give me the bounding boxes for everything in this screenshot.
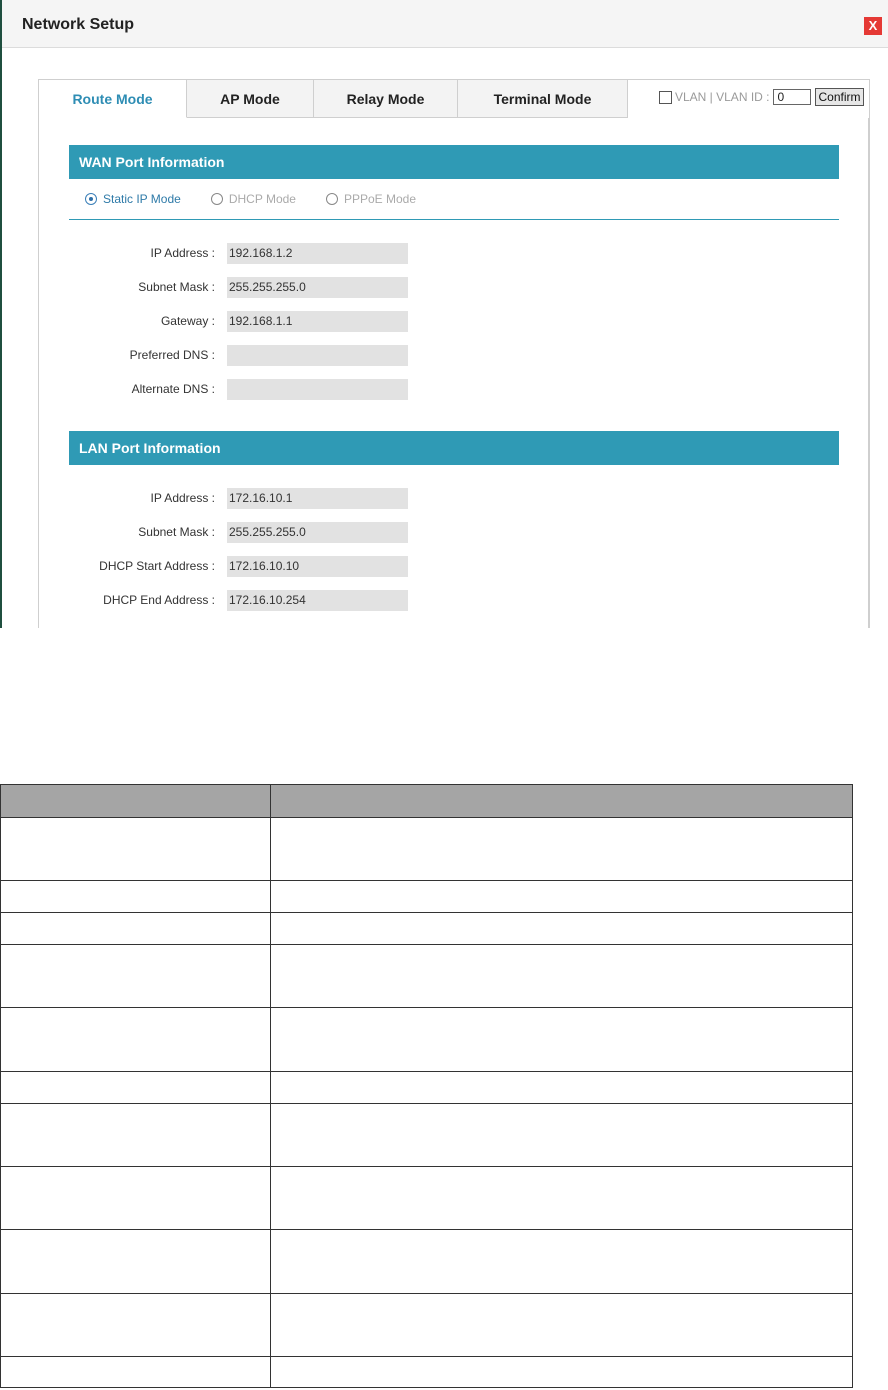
table-cell: [271, 1008, 853, 1072]
table-row: [1, 945, 853, 1008]
table-cell: [271, 1230, 853, 1294]
table-cell: [1, 1008, 271, 1072]
lan-ip-address-input[interactable]: [227, 488, 408, 509]
table-cell: [1, 1167, 271, 1230]
table-cell: [1, 1104, 271, 1167]
table-row: [1, 1294, 853, 1357]
table-cell: [271, 881, 853, 913]
field-label: IP Address :: [150, 246, 215, 260]
radio-label: Static IP Mode: [103, 192, 181, 206]
table-cell: [1, 818, 271, 881]
table-cell: [271, 1294, 853, 1357]
table-cell: [1, 1230, 271, 1294]
radio-label: DHCP Mode: [228, 192, 296, 206]
dialog-titlebar: [2, 0, 888, 48]
dhcp-mode-radio[interactable]: [211, 192, 296, 206]
table-header-cell: [271, 785, 853, 818]
table-cell: [1, 1294, 271, 1357]
tab-route-mode[interactable]: Route Mode: [39, 80, 187, 118]
parameter-table: [0, 784, 853, 1388]
table-row: [1, 1072, 853, 1104]
wan-alternate-dns-input[interactable]: [227, 379, 408, 400]
mode-tabs: [39, 80, 628, 118]
wan-divider: [69, 219, 839, 220]
table-row: [1, 1008, 853, 1072]
field-label: Subnet Mask :: [138, 525, 215, 539]
table-cell: [271, 945, 853, 1008]
static-ip-mode-radio[interactable]: [85, 192, 181, 206]
wan-subnet-mask-row: [39, 276, 539, 298]
close-button[interactable]: X: [864, 17, 882, 35]
settings-panel: [38, 79, 870, 628]
vlan-checkbox[interactable]: [659, 91, 672, 104]
dhcp-start-address-row: [39, 555, 539, 577]
pppoe-mode-radio[interactable]: [326, 192, 416, 206]
field-label: Gateway :: [160, 314, 215, 328]
radio-label: PPPoE Mode: [343, 192, 417, 206]
table-row: [1, 1104, 853, 1167]
field-label: Alternate DNS :: [131, 382, 215, 396]
dialog-title: Network Setup: [22, 16, 135, 33]
panel-border: [868, 118, 869, 628]
table-row: [1, 1357, 853, 1388]
table-cell: [1, 1357, 271, 1388]
table-cell: [271, 1072, 853, 1104]
wan-preferred-dns-input[interactable]: [227, 345, 408, 366]
table-row: [1, 818, 853, 881]
table-cell: [1, 881, 271, 913]
radio-unselected-icon: [326, 193, 338, 205]
wan-subnet-mask-input[interactable]: [227, 277, 408, 298]
table-cell: [271, 1104, 853, 1167]
wan-gateway-row: [39, 310, 539, 332]
lan-subnet-mask-row: [39, 521, 539, 543]
lan-subnet-mask-input[interactable]: [227, 522, 408, 543]
dhcp-start-address-input[interactable]: [227, 556, 408, 577]
lan-section-header: LAN Port Information: [69, 431, 839, 465]
radio-unselected-icon: [211, 193, 223, 205]
wan-preferred-dns-row: [39, 344, 539, 366]
network-setup-dialog: [0, 0, 888, 628]
dhcp-end-address-input[interactable]: [227, 590, 408, 611]
radio-selected-icon: [85, 193, 97, 205]
tab-terminal-mode[interactable]: Terminal Mode: [458, 80, 628, 118]
lan-ip-address-row: [39, 487, 539, 509]
confirm-button[interactable]: Confirm: [815, 88, 863, 106]
table-cell: [1, 1072, 271, 1104]
table-header-cell: [1, 785, 271, 818]
wan-ip-address-row: [39, 242, 539, 264]
tab-ap-mode[interactable]: AP Mode: [187, 80, 314, 118]
field-label: Subnet Mask :: [138, 280, 215, 294]
table-header-row: [1, 785, 853, 818]
field-label: DHCP End Address :: [103, 593, 215, 607]
tab-relay-mode[interactable]: Relay Mode: [314, 80, 458, 118]
dhcp-end-address-row: [39, 589, 539, 611]
table-cell: [271, 818, 853, 881]
field-label: Preferred DNS :: [129, 348, 215, 362]
table-cell: [1, 945, 271, 1008]
field-label: DHCP Start Address :: [99, 559, 215, 573]
table-cell: [271, 913, 853, 945]
table-row: [1, 913, 853, 945]
table-row: [1, 1167, 853, 1230]
table-row: [1, 1230, 853, 1294]
field-label: IP Address :: [150, 491, 215, 505]
wan-alternate-dns-row: [39, 378, 539, 400]
table-row: [1, 881, 853, 913]
vlan-id-input[interactable]: [773, 89, 811, 105]
vlan-label: VLAN | VLAN ID :: [675, 90, 770, 104]
wan-gateway-input[interactable]: [227, 311, 408, 332]
wan-section-header: WAN Port Information: [69, 145, 839, 179]
table-cell: [271, 1167, 853, 1230]
wan-ip-address-input[interactable]: [227, 243, 408, 264]
wan-mode-radio-group: [85, 192, 446, 206]
table-cell: [271, 1357, 853, 1388]
vlan-controls: [659, 88, 864, 106]
table-cell: [1, 913, 271, 945]
